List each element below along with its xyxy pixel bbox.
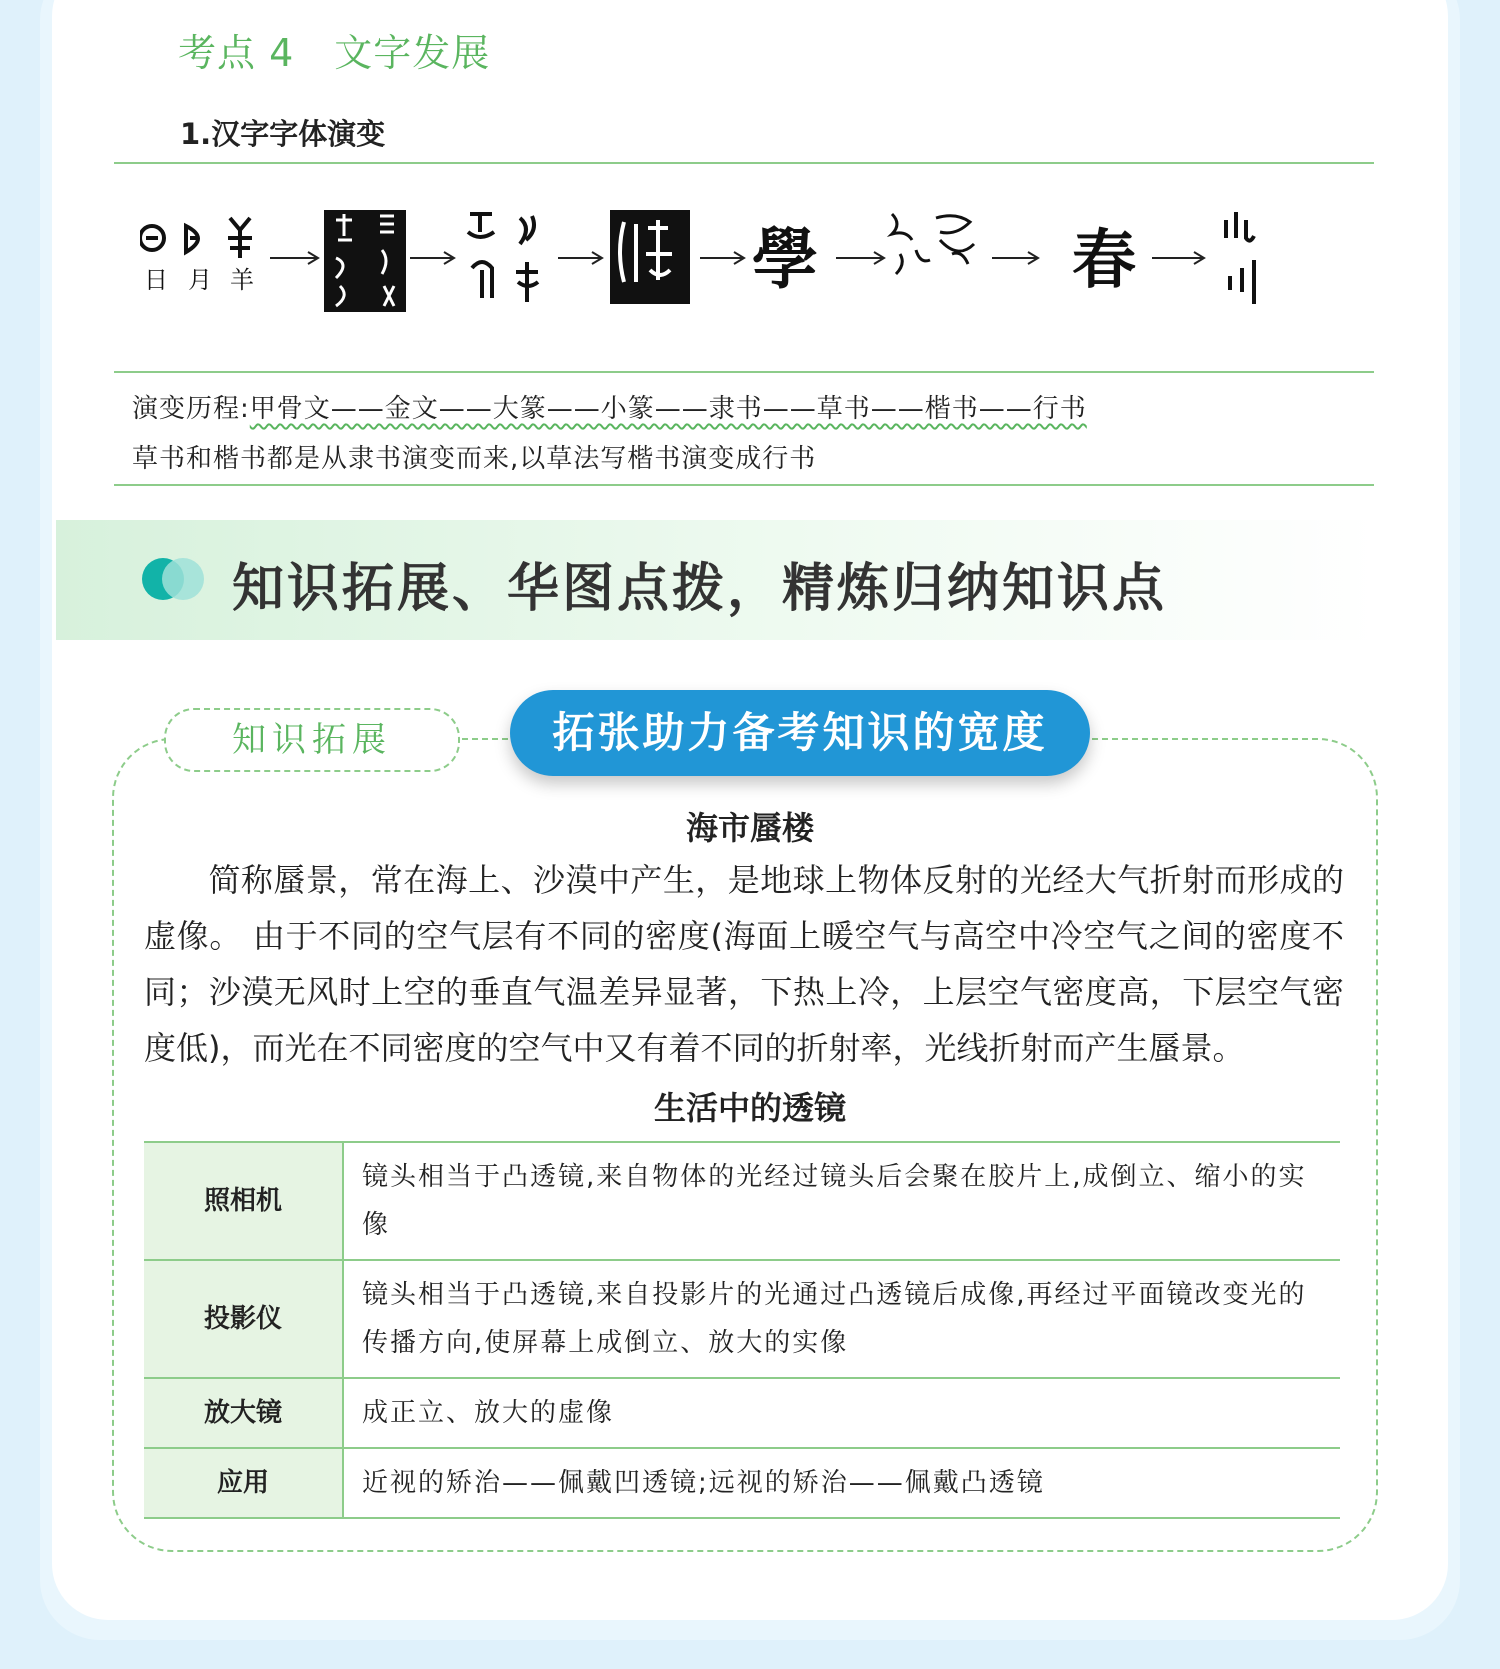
running-script-glyphs xyxy=(1226,212,1254,304)
divider-top xyxy=(114,162,1374,164)
mirage-paragraph: 简称蜃景，常在海上、沙漠中产生，是地球上物体反射的光经大气折射而形成的虚像。 由于不同的空气层有不同的密度(海面上暖空气与高空中冷空气之间的密度不同；沙漠无风时上空的垂直气温差异显著，下热上冷，上层空气密度高，下层空气密度低)，而光在不同密度的空气中又有着不同的折射率，光线折射而产生蜃景。 xyxy=(144,861,1344,1067)
arrow-icon xyxy=(1152,252,1204,264)
table-row xyxy=(144,1448,1340,1518)
knowledge-tag: 知识拓展 xyxy=(164,708,460,772)
arrow-icon xyxy=(992,252,1038,264)
row-value: 镜头相当于凸透镜,来自投影片的光通过凸透镜后成像,再经过平面镜改变光的传播方向,使屏幕上成倒立、放大的实像 xyxy=(343,1260,1340,1378)
arrow-icon xyxy=(836,252,884,264)
arrow-icon xyxy=(270,252,318,264)
row-label: 放大镜 xyxy=(144,1378,343,1448)
row-value: 成正立、放大的虚像 xyxy=(343,1378,1340,1448)
arrow-icon xyxy=(558,252,602,264)
topic-title: 考点 4 文字发展 xyxy=(178,31,491,75)
knowledge-pill-heading: 拓张助力备考知识的宽度 xyxy=(510,690,1090,776)
lens-heading: 生活中的透镜 xyxy=(653,1089,846,1127)
arrow-icon xyxy=(410,252,454,264)
row-label: 应用 xyxy=(144,1448,343,1518)
oracle-label-moon: 月 xyxy=(188,266,212,294)
row-label: 照相机 xyxy=(144,1142,343,1260)
banner-dot-icon-light xyxy=(162,558,204,600)
evolution-caption-line1: 演变历程:甲骨文——金文——大篆——小篆——隶书——草书——楷书——行书 xyxy=(132,394,1087,424)
table-row xyxy=(144,1378,1340,1448)
clerical-script-glyph: 學 xyxy=(752,220,818,298)
divider-mid xyxy=(114,371,1374,373)
row-label: 投影仪 xyxy=(144,1260,343,1378)
oracle-label-sun: 日 xyxy=(144,266,168,294)
table-row xyxy=(144,1142,1340,1260)
regular-script-glyph: 春 xyxy=(1072,223,1136,298)
oracle-bone-glyphs xyxy=(140,218,252,258)
banner-heading: 知识拓展、华图点拨，精炼归纳知识点 xyxy=(232,559,1168,619)
table-row xyxy=(144,1260,1340,1378)
row-value: 镜头相当于凸透镜,来自物体的光经过镜头后会聚在胶片上,成倒立、缩小的实像 xyxy=(343,1142,1340,1260)
cursive-script-glyphs xyxy=(892,214,974,274)
large-seal-glyphs xyxy=(468,214,538,302)
section-heading: 1.汉字字体演变 xyxy=(180,117,386,151)
oracle-label-sheep: 羊 xyxy=(230,266,254,294)
arrow-icon xyxy=(700,252,744,264)
script-evolution-figure xyxy=(140,210,1360,340)
evolution-caption-line2: 草书和楷书都是从隶书演变而来,以草法写楷书演变成行书 xyxy=(132,444,817,474)
divider-bottom xyxy=(114,484,1374,486)
mirage-heading: 海市蜃楼 xyxy=(685,809,814,847)
row-value: 近视的矫治——佩戴凹透镜;远视的矫治——佩戴凸透镜 xyxy=(343,1448,1340,1518)
lens-table xyxy=(144,1141,1340,1519)
